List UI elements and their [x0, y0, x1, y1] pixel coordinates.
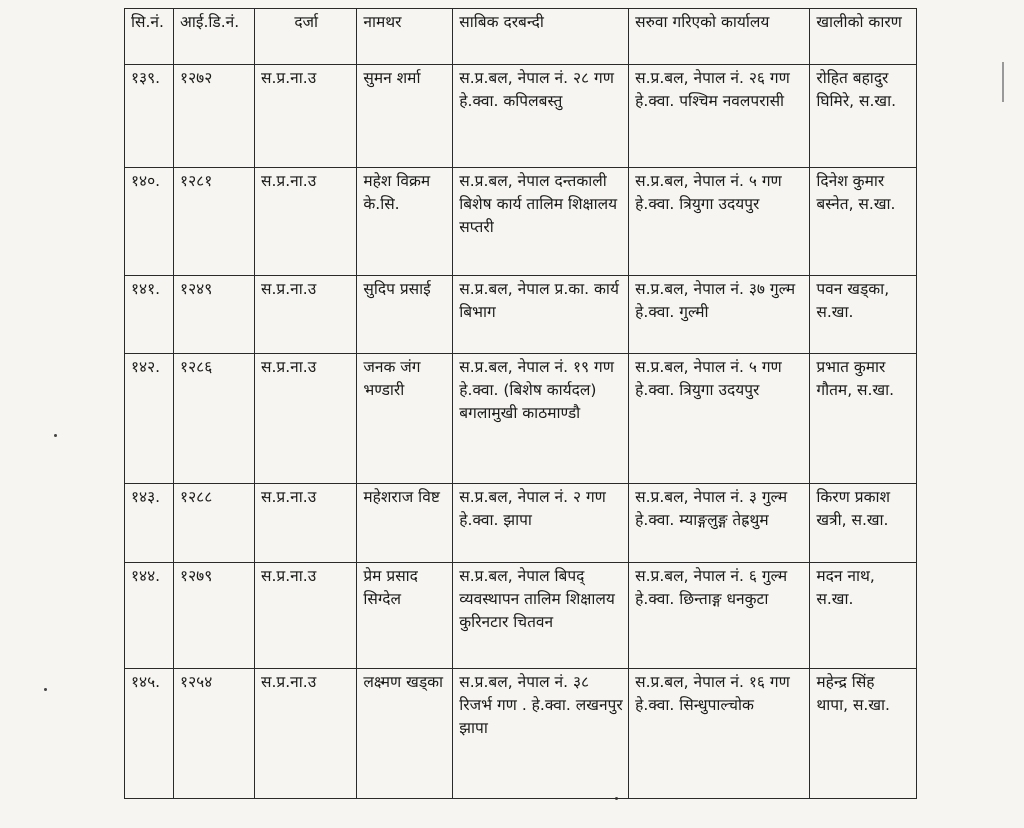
name-cell: लक्ष्मण खड्का [357, 669, 453, 799]
table-row [125, 563, 917, 669]
name-cell: सुदिप प्रसाई [357, 276, 453, 354]
id-no-cell: १२७९ [174, 563, 255, 669]
scan-edge-mark [1002, 62, 1004, 102]
transferred-office-cell: स.प्र.बल, नेपाल नं. १६ गण हे.क्वा. सिन्धुपाल्चोक [629, 669, 810, 799]
vacancy-reason-cell: मदन नाथ, स.खा. [810, 563, 917, 669]
rank-cell: स.प्र.ना.उ [255, 65, 357, 168]
name-cell: सुमन शर्मा [357, 65, 453, 168]
vacancy-reason-cell: रोहित बहादुर घिमिरे, स.खा. [810, 65, 917, 168]
transferred-office-cell: स.प्र.बल, नेपाल नं. ५ गण हे.क्वा. त्रियुगा उदयपुर [629, 354, 810, 484]
header-serial-no: सि.नं. [125, 9, 174, 65]
table-row [125, 354, 917, 484]
id-no-cell: १२८६ [174, 354, 255, 484]
table-row [125, 65, 917, 168]
rank-cell: स.प्र.ना.उ [255, 484, 357, 563]
id-no-cell: १२८८ [174, 484, 255, 563]
serial-no-cell: १४१. [125, 276, 174, 354]
rank-cell: स.प्र.ना.उ [255, 354, 357, 484]
scan-speck [54, 434, 57, 437]
table-row [125, 484, 917, 563]
vacancy-reason-cell: महेन्द्र सिंह थापा, स.खा. [810, 669, 917, 799]
rank-cell: स.प्र.ना.उ [255, 669, 357, 799]
previous-post-cell: स.प्र.बल, नेपाल प्र.का. कार्य बिभाग [453, 276, 629, 354]
header-id-no: आई.डि.नं. [174, 9, 255, 65]
name-cell: प्रेम प्रसाद सिग्देल [357, 563, 453, 669]
header-previous-post: साबिक दरबन्दी [453, 9, 629, 65]
id-no-cell: १२४९ [174, 276, 255, 354]
header-transferred-office: सरुवा गरिएको कार्यालय [629, 9, 810, 65]
rank-cell: स.प्र.ना.उ [255, 276, 357, 354]
name-cell: जनक जंग भण्डारी [357, 354, 453, 484]
serial-no-cell: १३९. [125, 65, 174, 168]
table-row [125, 168, 917, 276]
serial-no-cell: १४५. [125, 669, 174, 799]
transfer-table [124, 8, 917, 799]
serial-no-cell: १४२. [125, 354, 174, 484]
id-no-cell: १२५४ [174, 669, 255, 799]
table-row [125, 276, 917, 354]
previous-post-cell: स.प्र.बल, नेपाल दन्तकाली बिशेष कार्य तालिम शिक्षालय सप्तरी [453, 168, 629, 276]
serial-no-cell: १४४. [125, 563, 174, 669]
vacancy-reason-cell: पवन खड्का, स.खा. [810, 276, 917, 354]
vacancy-reason-cell: प्रभात कुमार गौतम, स.खा. [810, 354, 917, 484]
rank-cell: स.प्र.ना.उ [255, 563, 357, 669]
vacancy-reason-cell: किरण प्रकाश खत्री, स.खा. [810, 484, 917, 563]
name-cell: महेशराज विष्ट [357, 484, 453, 563]
transferred-office-cell: स.प्र.बल, नेपाल नं. ५ गण हे.क्वा. त्रियुगा उदयपुर [629, 168, 810, 276]
previous-post-cell: स.प्र.बल, नेपाल नं. १९ गण हे.क्वा. (बिशेष कार्यदल) बगलामुखी काठमाण्डौ [453, 354, 629, 484]
serial-no-cell: १४३. [125, 484, 174, 563]
previous-post-cell: स.प्र.बल, नेपाल नं. ३८ रिजर्भ गण . हे.क्वा. लखनपुर झापा [453, 669, 629, 799]
header-row [125, 9, 917, 65]
transferred-office-cell: स.प्र.बल, नेपाल नं. ३७ गुल्म हे.क्वा. गुल्मी [629, 276, 810, 354]
header-rank: दर्जा [255, 9, 357, 65]
transferred-office-cell: स.प्र.बल, नेपाल नं. २६ गण हे.क्वा. पश्चिम नवलपरासी [629, 65, 810, 168]
header-vacancy-reason: खालीको कारण [810, 9, 917, 65]
previous-post-cell: स.प्र.बल, नेपाल नं. २ गण हे.क्वा. झापा [453, 484, 629, 563]
previous-post-cell: स.प्र.बल, नेपाल बिपद् व्यवस्थापन तालिम शिक्षालय कुरिनटार चितवन [453, 563, 629, 669]
transferred-office-cell: स.प्र.बल, नेपाल नं. ६ गुल्म हे.क्वा. छिन्ताङ्ग धनकुटा [629, 563, 810, 669]
scan-speck [44, 688, 47, 691]
id-no-cell: १२८१ [174, 168, 255, 276]
serial-no-cell: १४०. [125, 168, 174, 276]
table-row [125, 669, 917, 799]
id-no-cell: १२७२ [174, 65, 255, 168]
vacancy-reason-cell: दिनेश कुमार बस्नेत, स.खा. [810, 168, 917, 276]
rank-cell: स.प्र.ना.उ [255, 168, 357, 276]
transferred-office-cell: स.प्र.बल, नेपाल नं. ३ गुल्म हे.क्वा. म्याङ्गलुङ्ग तेह्रथुम [629, 484, 810, 563]
name-cell: महेश विक्रम के.सि. [357, 168, 453, 276]
previous-post-cell: स.प्र.बल, नेपाल नं. २८ गण हे.क्वा. कपिलबस्तु [453, 65, 629, 168]
header-name: नामथर [357, 9, 453, 65]
